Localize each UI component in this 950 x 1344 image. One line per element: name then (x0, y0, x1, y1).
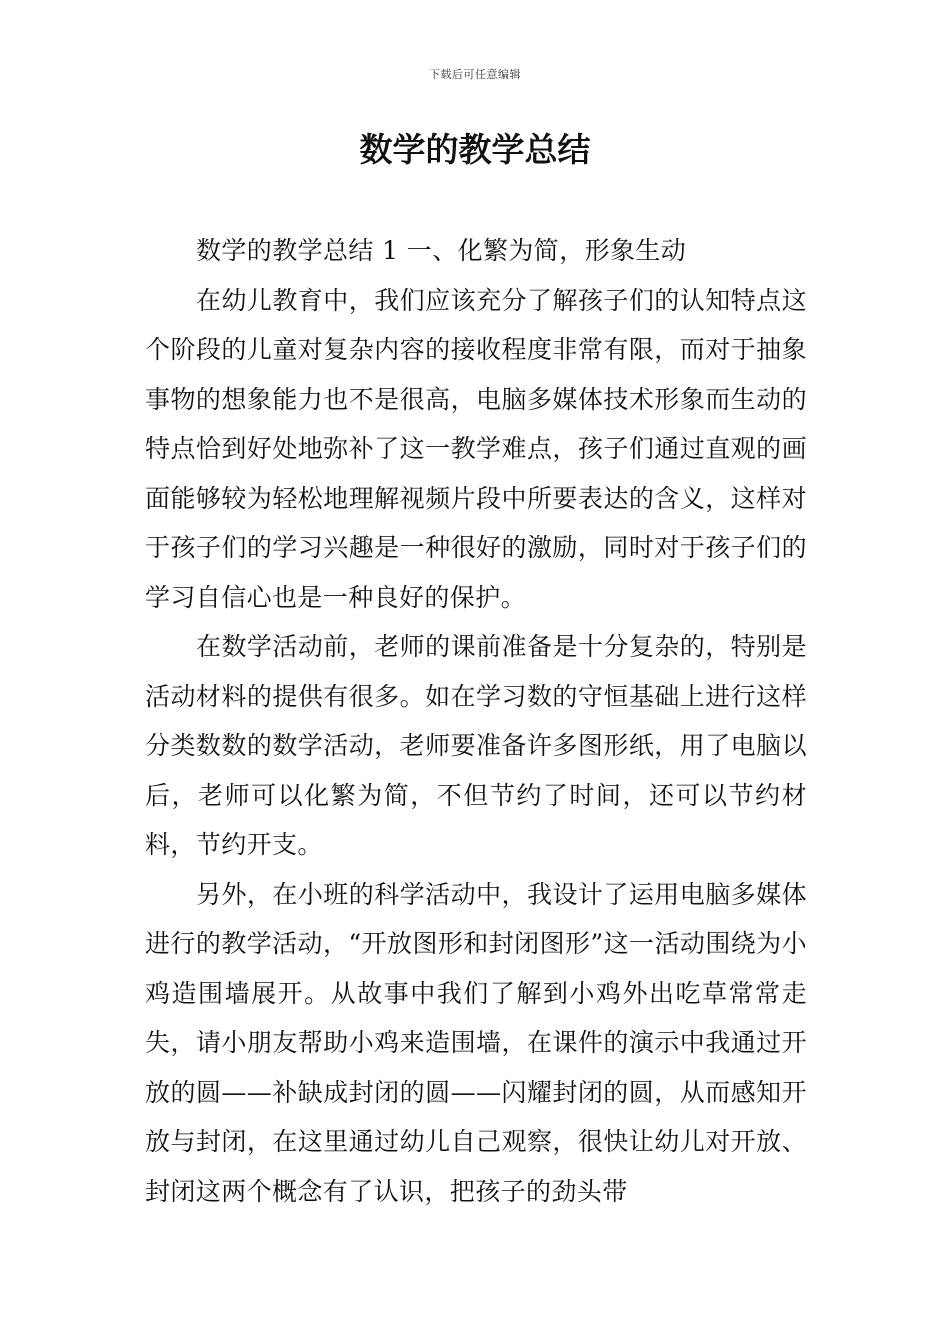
document-body (145, 226, 807, 1216)
paragraph-1: 在幼儿教育中，我们应该充分了解孩子们的认知特点这个阶段的儿童对复杂内容的接收程度非常有限，而对于抽象事物的想象能力也不是很高，电脑多媒体技术形象而生动的特点恰到好处地弥补了这一教学难点，孩子们通过直观的画面能够较为轻松地理解视频片段中所要表达的含义，这样对于孩子们的学习兴趣是一种很好的激励，同时对于孩子们的学习自信心也是一种良好的保护。 (145, 285, 807, 612)
paragraph-2: 在数学活动前，老师的课前准备是十分复杂的，特别是活动材料的提供有很多。如在学习数的守恒基础上进行这样分类数数的数学活动，老师要准备许多图形纸，用了电脑以后，老师可以化繁为简，不但节约了时间，还可以节约材料，节约开支。 (145, 632, 807, 859)
document-title: 数学的教学总结 (359, 130, 591, 169)
paragraph-section-heading: 数学的教学总结 1 一、化繁为简，形象生动 (196, 236, 687, 265)
header-note: 下载后可任意编辑 (429, 68, 521, 81)
paragraph-3: 另外，在小班的科学活动中，我设计了运用电脑多媒体进行的教学活动，“开放图形和封闭图形”这一活动围绕为小鸡造围墙展开。从故事中我们了解到小鸡外出吃草常常走失，请小朋友帮助小鸡来造围墙，在课件的演示中我通过开放的圆——补缺成封闭的圆——闪耀封闭的圆，从而感知开放与封闭，在这里通过幼儿自己观察，很快让幼儿对开放、封闭这两个概念有了认识，把孩子的劲头带 (145, 879, 807, 1206)
